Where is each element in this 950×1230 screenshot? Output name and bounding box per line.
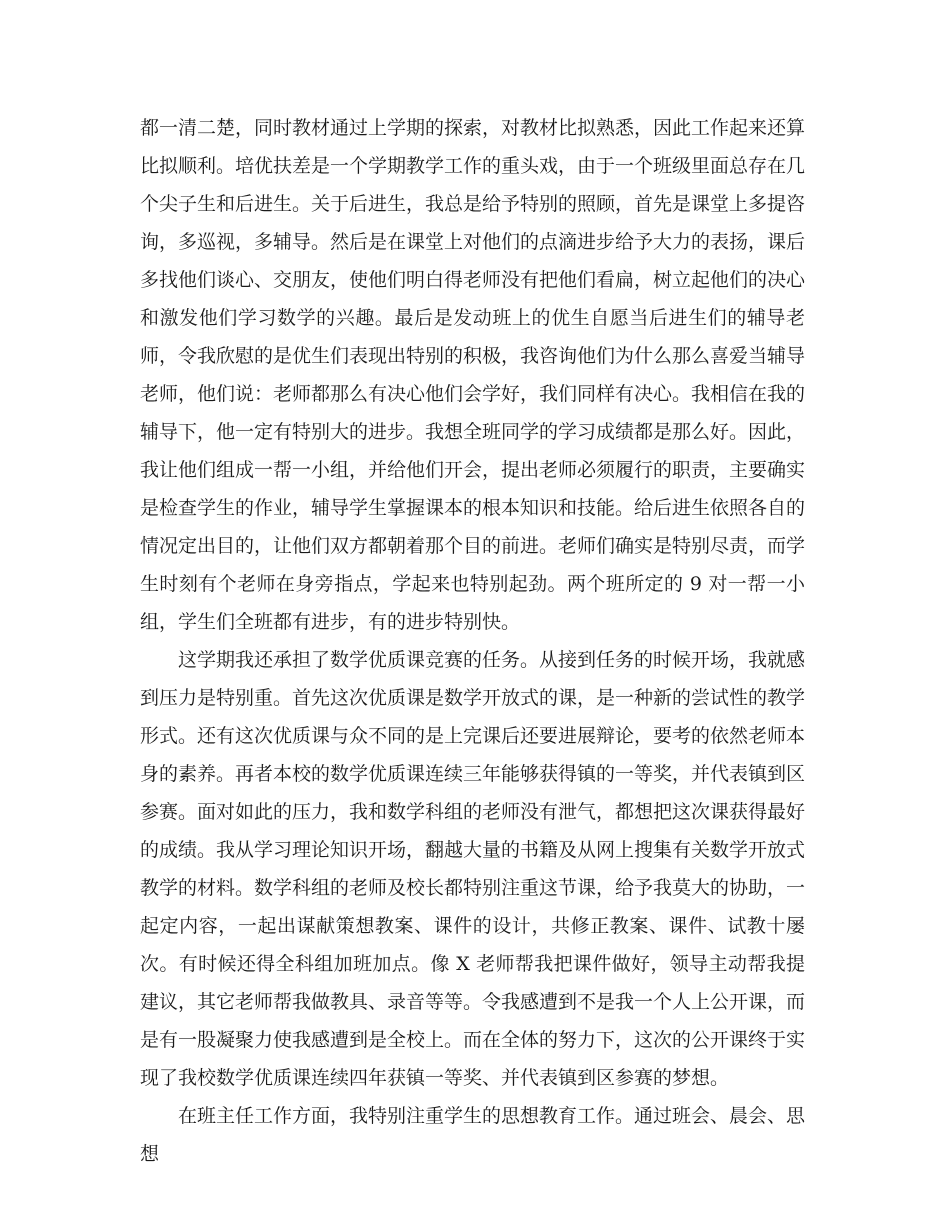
paragraph-class-teacher: 在班主任工作方面，我特别注重学生的思想教育工作。通过班会、晨会、思想 [140,1105,806,1165]
body-text [140,109,805,1173]
paragraph-competition: 这学期我还承担了数学优质课竞赛的任务。从接到任务的时候开场，我就感到压力是特别重。首先这次优质课是数学开放式的课，是一种新的尝试性的教学形式。还有这次优质课与众不同的是上完课后还要进展辩论，要考的依然老师本身的素养。再者本校的数学优质课连续三年能够获得镇的一等奖，并代表镇到区参赛。面对如此的压力，我和数学科组的老师没有泄气，都想把这次课获得最好的成绩。我从学习理论知识开场，翻越大量的书籍及从网上搜集有关数学开放式教学的材料。数学科组的老师及校长都特别注重这节课，给予我莫大的协助，一起定内容，一起出谋献策想教案、课件的设计，共修正教案、课件、试教十屡次。有时候还得全科组加班加点。像 X 老师帮我把课件做好，领导主动帮我提建议，其它老师帮我做教具、录音等等。令我感遭到不是我一个人上公开课，而是有一股凝聚力使我感遭到是全校上。而在全体的努力下，这次的公开课终于实现了我校数学优质课连续四年获镇一等奖、并代表镇到区参赛的梦想。 [140,649,806,1089]
paragraph-continuation: 都一清二楚，同时教材通过上学期的探索，对教材比拟熟悉，因此工作起来还算比拟顺利。培优扶差是一个学期教学工作的重头戏，由于一个班级里面总存在几个尖子生和后进生。关于后进生，我总是给予特别的照顾，首先是课堂上多提咨询，多巡视，多辅导。然后是在课堂上对他们的点滴进步给予大力的表扬，课后多找他们谈心、交朋友，使他们明白得老师没有把他们看扁，树立起他们的决心和激发他们学习数学的兴趣。最后是发动班上的优生自愿当后进生们的辅导老师，令我欣慰的是优生们表现出特别的积极，我咨询他们为什么那么喜爱当辅导老师，他们说：老师都那么有决心他们会学好，我们同样有决心。我相信在我的辅导下，他一定有特别大的进步。我想全班同学的学习成绩都是那么好。因此，我让他们组成一帮一小组，并给他们开会，提出老师必须履行的职责，主要确实是检查学生的作业，辅导学生掌握课本的根本知识和技能。给后进生依照各自的情况定出目的，让他们双方都朝着那个目的前进。老师们确实是特别尽责，而学生时刻有个老师在身旁指点，学起来也特别起劲。两个班所定的 9 对一帮一小组，学生们全班都有进步，有的进步特别快。 [140,117,806,633]
